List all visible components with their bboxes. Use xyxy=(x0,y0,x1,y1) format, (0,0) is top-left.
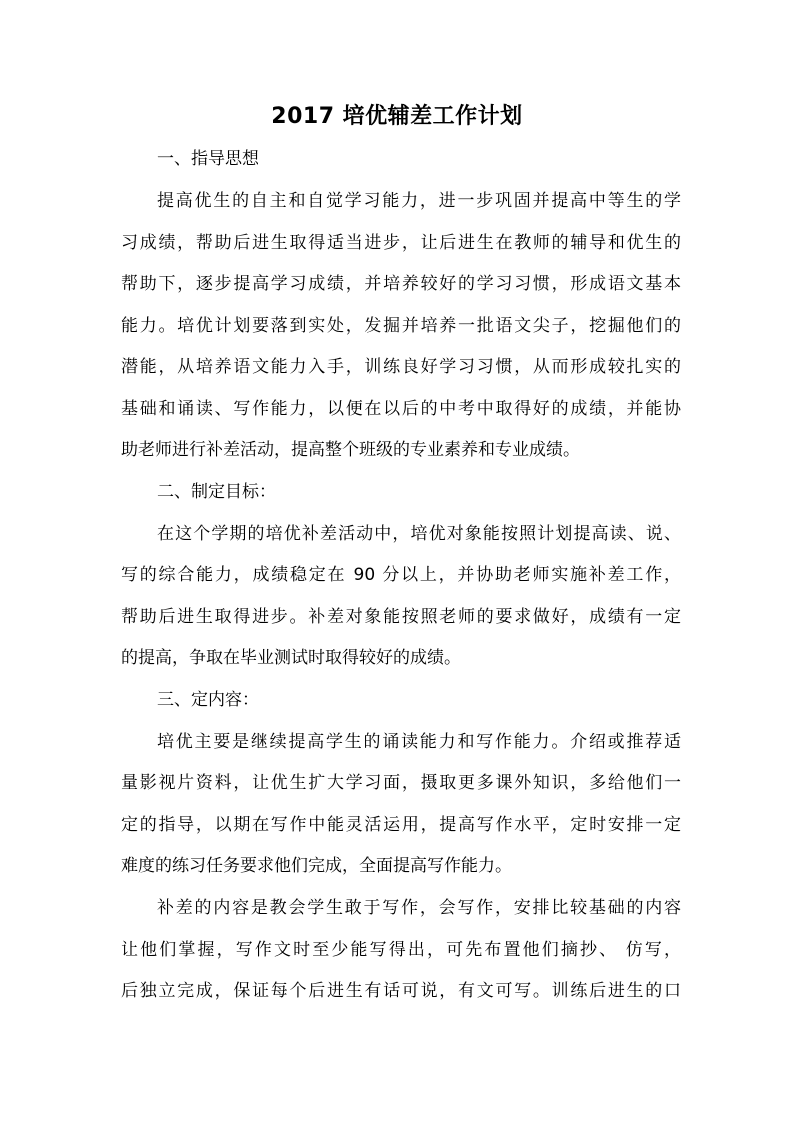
document-title: 2017 培优辅差工作计划 xyxy=(271,104,523,129)
paragraph-line: 难度的练习任务要求他们完成，全面提高写作能力。 xyxy=(121,856,512,876)
paragraph-line: 定的指导，以期在写作中能灵活运用，提高写作水平，定时安排一定 xyxy=(121,815,681,835)
paragraph-line: 提高优生的自主和自觉学习能力，进一步巩固并提高中等生的学 xyxy=(157,191,681,211)
paragraph-line: 让他们掌握，写作文时至少能写得出，可先布置他们摘抄、 仿写， xyxy=(121,940,681,960)
paragraph-line: 培优主要是继续提高学生的诵读能力和写作能力。介绍或推荐适 xyxy=(157,732,681,752)
paragraph-line: 助老师进行补差活动，提高整个班级的专业素养和专业成绩。 xyxy=(121,440,580,460)
paragraph-line: 帮助后进生取得进步。补差对象能按照老师的要求做好，成绩有一定 xyxy=(121,607,681,627)
section-heading-set-goals: 二、制定目标： xyxy=(157,482,276,502)
paragraph-line: 习成绩，帮助后进生取得适当进步，让后进生在教师的辅导和优生的 xyxy=(121,233,681,253)
paragraph-line: 量影视片资料，让优生扩大学习面，摄取更多课外知识，多给他们一 xyxy=(121,773,681,793)
section-heading-guiding-ideology: 一、指导思想 xyxy=(157,149,259,169)
paragraph-line: 潜能，从培养语文能力入手，训练良好学习习惯，从而形成较扎实的 xyxy=(121,357,681,377)
paragraph-line: 能力。培优计划要落到实处，发掘并培养一批语文尖子，挖掘他们的 xyxy=(121,316,681,336)
paragraph-line: 写的综合能力，成绩稳定在 90 分以上，并协助老师实施补差工作， xyxy=(121,565,681,585)
paragraph-line: 补差的内容是教会学生敢于写作，会写作，安排比较基础的内容 xyxy=(157,898,681,918)
paragraph-line: 的提高，争取在毕业测试时取得较好的成绩。 xyxy=(121,648,461,668)
paragraph-line: 后独立完成，保证每个后进生有话可说，有文可写。训练后进生的口 xyxy=(121,981,681,1001)
section-heading-set-content: 三、定内容： xyxy=(157,690,259,710)
paragraph-line: 在这个学期的培优补差活动中，培优对象能按照计划提高读、说、 xyxy=(157,524,681,544)
paragraph-line: 帮助下，逐步提高学习成绩，并培养较好的学习习惯，形成语文基本 xyxy=(121,274,681,294)
paragraph-line: 基础和诵读、写作能力，以便在以后的中考中取得好的成绩，并能协 xyxy=(121,399,681,419)
